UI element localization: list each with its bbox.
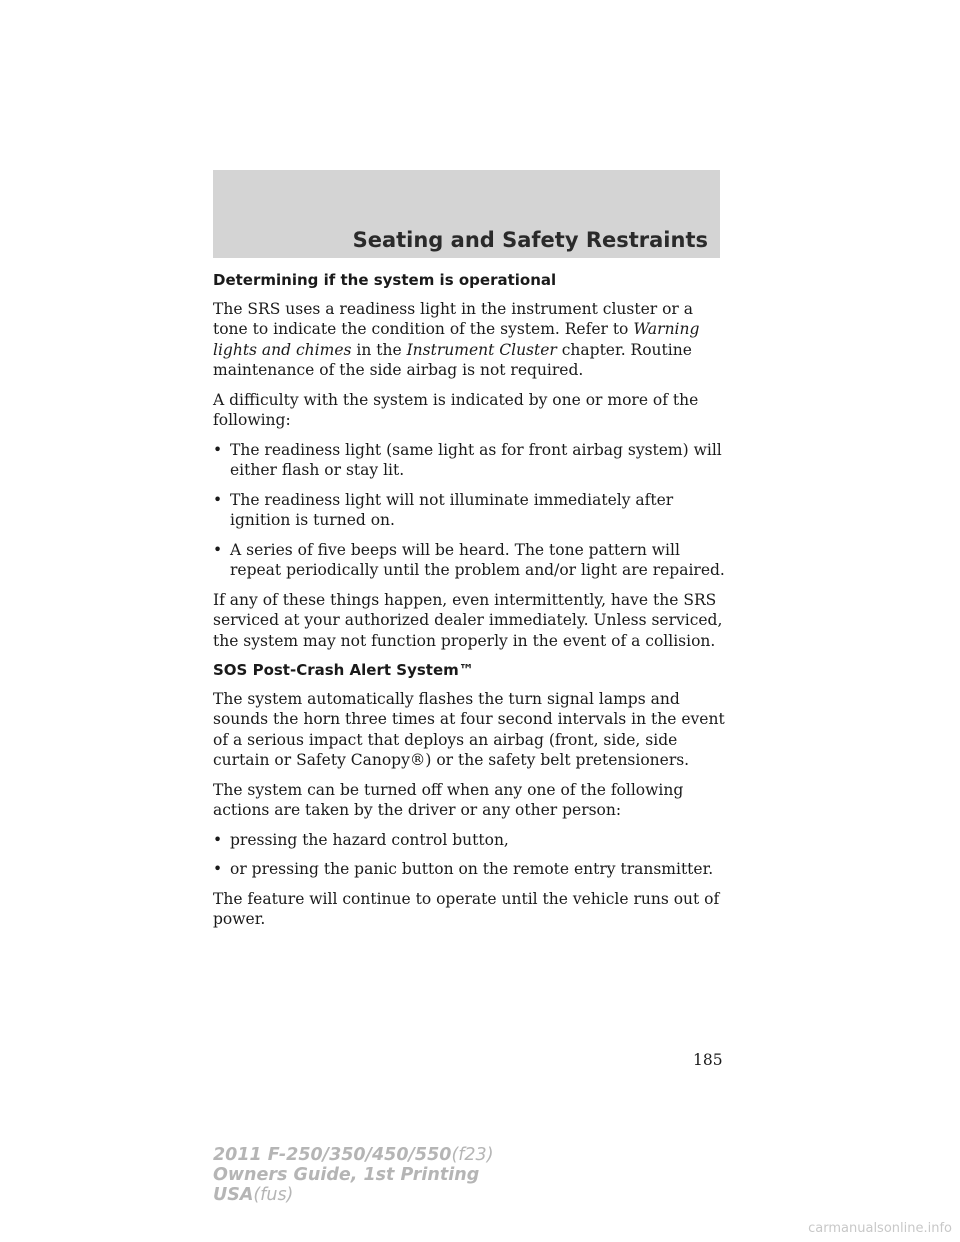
print-footer (213, 1145, 494, 1205)
difficulty-list (213, 440, 728, 581)
list-item: • The readiness light will not illuminate immediately after ignition is turned on. (213, 490, 728, 531)
page-number: 185 (693, 1051, 723, 1069)
list-item: • The readiness light (same light as for front airbag system) will either flash or stay lit. (213, 440, 728, 481)
footer-line-model: 2011 F-250/350/450/550(f23) (213, 1145, 494, 1165)
paragraph-difficulty-intro: A difficulty with the system is indicated by one or more of the following: (213, 390, 699, 429)
section-title: Seating and Safety Restraints (352, 228, 708, 252)
paragraph-turn-off-intro: The system can be turned off when any one of the following actions are taken by the driver or any other person: (213, 780, 684, 819)
page-content (213, 270, 728, 939)
list-item: • pressing the hazard control button, (213, 830, 728, 851)
cross-reference-instrument-cluster: Instrument Cluster (406, 340, 557, 359)
paragraph-feature-continue: The feature will continue to operate until the vehicle runs out of power. (213, 889, 720, 928)
list-item: • A series of five beeps will be heard. The tone pattern will repeat periodically until the problem and/or light are repaired. (213, 540, 728, 581)
section-header-band (213, 170, 720, 258)
heading-sos-post-crash: SOS Post-Crash Alert System™ (213, 661, 474, 679)
paragraph-service-advice: If any of these things happen, even intermittently, have the SRS serviced at your authorized dealer immediately. Unless serviced, the system may not function properly in the event of a collision. (213, 590, 723, 650)
footer-line-printing: Owners Guide, 1st Printing (213, 1165, 480, 1185)
paragraph-sos-description: The system automatically flashes the turn signal lamps and sounds the horn three times at four second intervals in the event of a serious impact that deploys an airbag (front, side, side curtain or Safety Canopy®) or the safety belt pretensioners. (213, 689, 725, 769)
heading-system-operational: Determining if the system is operational (213, 271, 557, 289)
list-item: • or pressing the panic button on the remote entry transmitter. (213, 859, 728, 880)
paragraph-srs-readiness: The SRS uses a readiness light in the instrument cluster or a tone to indicate the condition of the system. Refer to Warning lights and chimes in the Instrument Cluster chapter. Routine maintenance of the side airbag is not required. (213, 299, 700, 379)
footer-line-region: USA(fus) (213, 1185, 294, 1205)
cross-reference-warning-lights: Warning lights and chimes (213, 320, 700, 359)
turn-off-actions-list (213, 830, 728, 880)
watermark: carmanualsonline.info (808, 1221, 952, 1236)
